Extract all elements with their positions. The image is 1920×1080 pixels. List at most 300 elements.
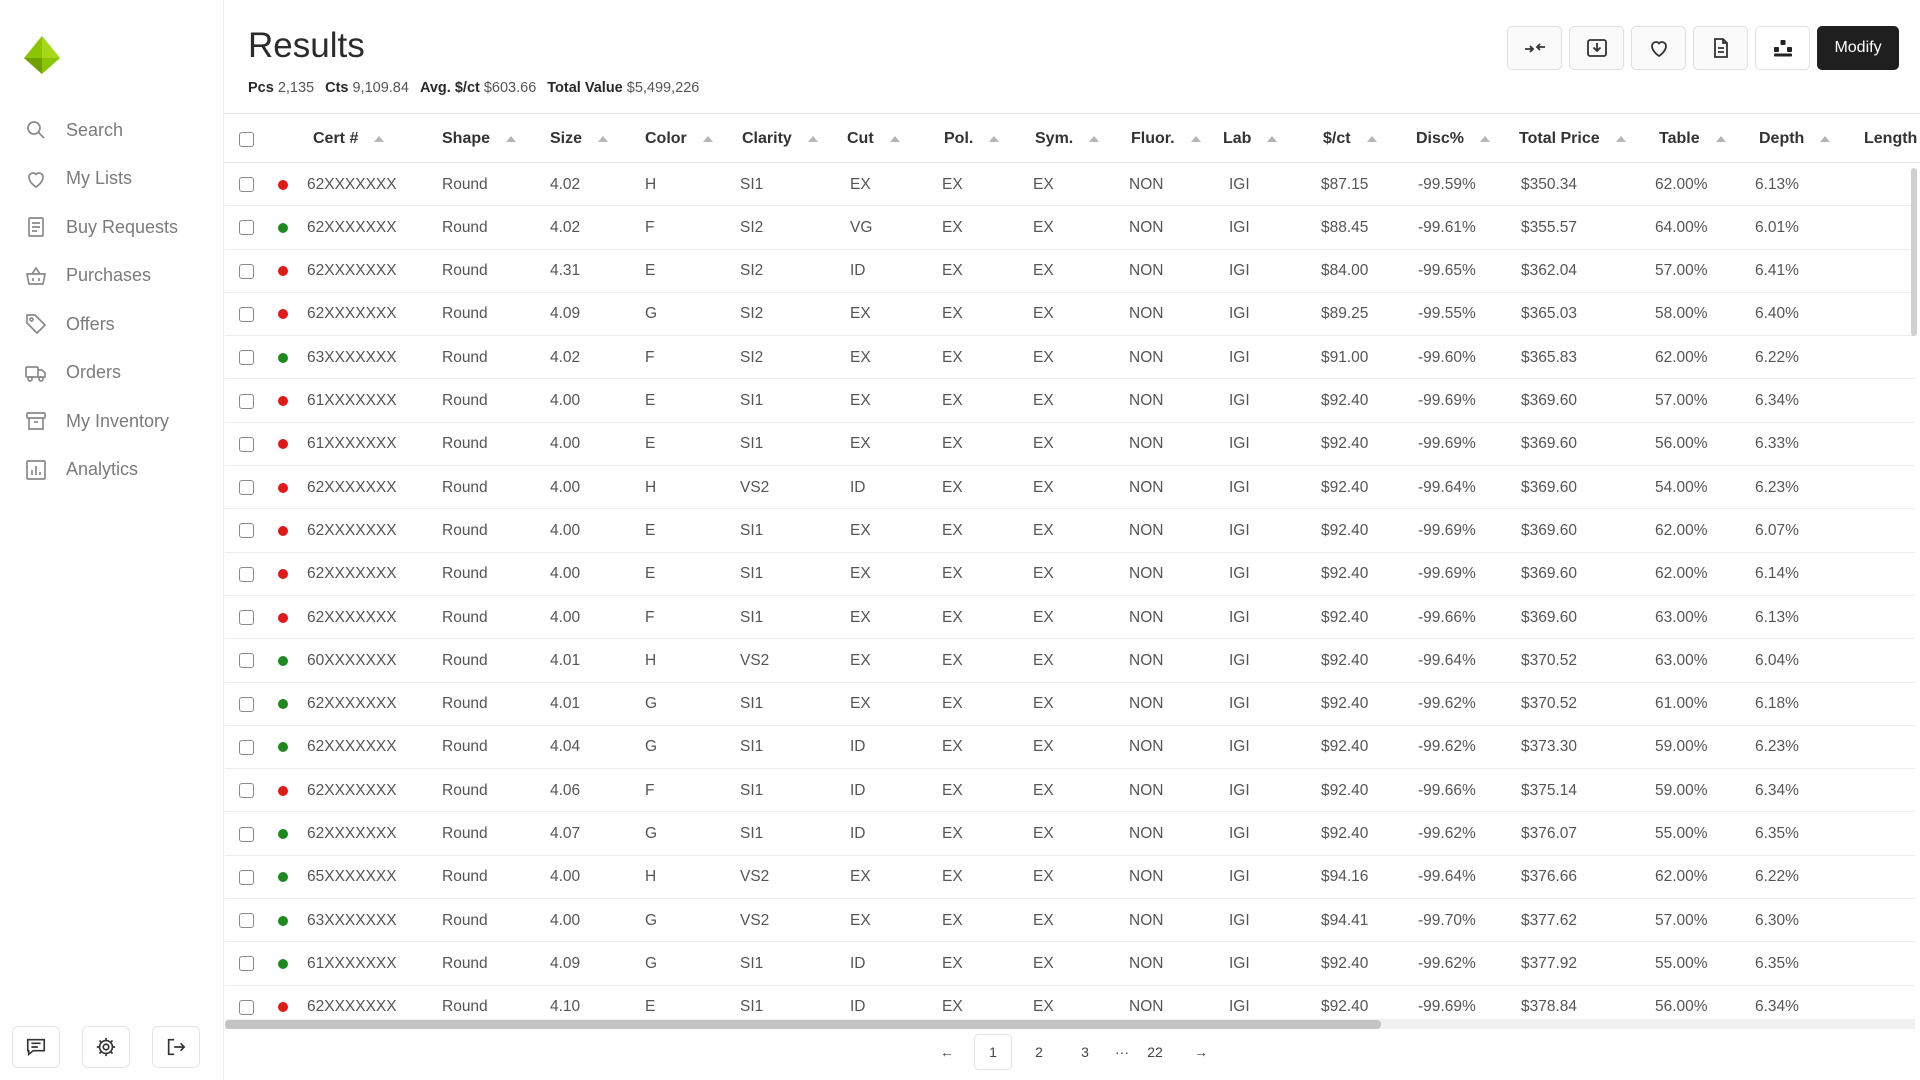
column-header-label: Sym. — [1035, 130, 1074, 147]
table-row[interactable] — [225, 553, 1915, 596]
availability-cell — [278, 293, 288, 336]
row-select-cell — [239, 380, 254, 423]
table-cell: -99.64% — [1418, 478, 1476, 496]
row-select-cell — [239, 163, 254, 206]
table-cell: G — [645, 911, 658, 929]
table-cell: IGI — [1229, 478, 1250, 496]
column-header-fluor[interactable] — [1131, 114, 1201, 164]
table-cell: -99.62% — [1418, 695, 1476, 713]
table-cell: NON — [1129, 262, 1164, 280]
table-cell: EX — [942, 825, 963, 842]
table-cell: EX — [1033, 435, 1054, 453]
table-cell: EX — [1033, 348, 1054, 366]
table-cell: ID — [850, 998, 866, 1016]
table-row[interactable] — [225, 163, 1915, 206]
table-cell: 4.00 — [550, 911, 581, 929]
select-all-checkbox[interactable] — [239, 132, 254, 147]
table-cell: 6.13% — [1755, 608, 1799, 626]
pagination — [928, 1034, 1228, 1070]
availability-cell — [278, 596, 288, 639]
results-table — [225, 113, 1920, 1028]
table-cell: $373.30 — [1521, 738, 1578, 756]
table-row[interactable] — [225, 769, 1915, 812]
sidebar-item-search[interactable] — [0, 106, 224, 155]
table-cell: IGI — [1229, 218, 1250, 236]
table-cell: EX — [942, 695, 963, 713]
sidebar — [0, 0, 224, 1080]
table-cell: IGI — [1229, 565, 1250, 583]
table-cell: NON — [1129, 651, 1164, 669]
column-header-shape[interactable] — [442, 114, 516, 164]
page-button-22[interactable]: 22 — [1147, 1044, 1163, 1060]
table-cell: $378.84 — [1521, 998, 1578, 1016]
prev-page-button[interactable]: ← — [940, 1044, 954, 1060]
sidebar-item-my-lists[interactable] — [0, 155, 224, 204]
table-cell: EX — [1033, 695, 1054, 713]
table-cell: 62XXXXXXX — [307, 521, 397, 539]
column-header-pol[interactable] — [944, 114, 999, 164]
column-header-label: Cut — [847, 130, 874, 147]
table-row[interactable] — [225, 813, 1915, 856]
table-cell: ID — [850, 738, 866, 756]
availability-cell — [278, 553, 288, 596]
table-cell: 6.14% — [1755, 565, 1799, 583]
stat-item — [325, 80, 409, 96]
table-cell: IGI — [1229, 262, 1250, 280]
table-cell: EX — [1033, 305, 1054, 323]
table-cell: Round — [442, 305, 488, 323]
compare-button[interactable] — [1507, 26, 1562, 70]
column-header-length[interactable] — [1864, 114, 1917, 164]
page-button-1[interactable]: 1 — [974, 1034, 1012, 1070]
table-row[interactable] — [225, 639, 1915, 682]
row-select-cell — [239, 856, 254, 899]
row-select-cell — [239, 293, 254, 336]
table-cell: 61XXXXXXX — [307, 954, 397, 972]
row-select-cell — [239, 639, 254, 682]
table-cell: E — [645, 262, 656, 280]
download-button[interactable] — [1569, 26, 1624, 70]
table-cell: EX — [850, 608, 871, 626]
row-checkbox[interactable] — [239, 220, 254, 235]
table-cell: SI1 — [740, 998, 764, 1016]
sidebar-item-my-inventory[interactable] — [0, 397, 224, 446]
availability-cell — [278, 639, 288, 682]
sidebar-item-label: Analytics — [66, 459, 139, 480]
row-checkbox[interactable] — [239, 480, 254, 495]
table-cell: IGI — [1229, 305, 1250, 323]
stat-value: $603.66 — [483, 80, 537, 96]
stat-label: Pcs — [248, 80, 274, 96]
stat-label: Total Value — [547, 80, 623, 96]
table-cell: 61XXXXXXX — [307, 435, 397, 453]
table-cell: -99.61% — [1418, 218, 1476, 236]
table-cell: NON — [1129, 521, 1164, 539]
table-cell: 4.31 — [550, 262, 581, 280]
table-row[interactable] — [225, 380, 1915, 423]
table-cell: EX — [942, 868, 963, 886]
table-cell: NON — [1129, 954, 1164, 972]
row-checkbox[interactable] — [239, 913, 254, 928]
row-checkbox[interactable] — [239, 653, 254, 668]
table-cell: $92.40 — [1321, 521, 1369, 539]
table-cell: 4.00 — [550, 478, 581, 496]
column-header-clarity[interactable] — [742, 114, 818, 164]
table-cell: IGI — [1229, 435, 1250, 453]
table-cell: EX — [850, 348, 871, 366]
table-cell: Round — [442, 521, 488, 539]
table-cell: EX — [942, 954, 963, 972]
table-cell: 62XXXXXXX — [307, 998, 397, 1016]
column-header-cut[interactable] — [847, 114, 900, 164]
column-header-table[interactable] — [1659, 114, 1726, 164]
availability-dot-icon — [278, 959, 288, 969]
table-cell: -99.64% — [1418, 868, 1476, 886]
table-cell: Round — [442, 825, 488, 842]
table-row[interactable] — [225, 509, 1915, 552]
table-cell: 6.04% — [1755, 651, 1799, 669]
sidebar-item-buy-requests[interactable] — [0, 203, 224, 252]
chat-icon — [25, 1036, 47, 1058]
table-cell: SI2 — [740, 262, 764, 280]
table-cell: 63.00% — [1655, 608, 1708, 626]
table-cell: SI1 — [740, 954, 764, 972]
sidebar-item-label: Orders — [66, 362, 122, 383]
chat-button[interactable] — [12, 1026, 60, 1068]
table-cell: Round — [442, 781, 488, 799]
table-cell: EX — [942, 218, 963, 236]
table-cell: $369.60 — [1521, 435, 1578, 453]
column-header-label: Lab — [1223, 130, 1252, 147]
row-checkbox[interactable] — [239, 394, 254, 409]
availability-dot-icon — [278, 569, 288, 579]
column-header-label: Table — [1659, 130, 1700, 147]
logout-button[interactable] — [152, 1026, 200, 1068]
table-cell: ID — [850, 825, 866, 842]
table-cell: EX — [1033, 911, 1054, 929]
row-checkbox[interactable] — [239, 264, 254, 279]
row-checkbox[interactable] — [239, 740, 254, 755]
column-header-disc[interactable] — [1416, 114, 1490, 164]
table-cell: IGI — [1229, 868, 1250, 886]
table-cell: $92.40 — [1321, 954, 1369, 972]
table-cell: EX — [942, 305, 963, 323]
table-cell: EX — [850, 911, 871, 929]
table-cell: IGI — [1229, 954, 1250, 972]
row-select-cell — [239, 553, 254, 596]
table-row[interactable] — [225, 206, 1915, 249]
vertical-scrollbar[interactable] — [1911, 168, 1917, 336]
availability-cell — [278, 380, 288, 423]
table-cell: Round — [442, 738, 488, 756]
table-cell: $89.25 — [1321, 305, 1369, 323]
table-cell: 63XXXXXXX — [307, 348, 397, 366]
availability-dot-icon — [278, 396, 288, 406]
table-cell: 6.18% — [1755, 695, 1799, 713]
table-cell: EX — [942, 781, 963, 799]
table-cell: SI1 — [740, 435, 764, 453]
table-cell: $369.60 — [1521, 521, 1578, 539]
table-cell: $362.04 — [1521, 262, 1578, 280]
sort-arrow-icon — [1616, 136, 1626, 142]
column-header-lab[interactable] — [1223, 114, 1277, 164]
table-row[interactable] — [225, 250, 1915, 293]
table-cell: SI1 — [740, 175, 764, 193]
grid-view-button[interactable] — [1755, 26, 1810, 70]
availability-dot-icon — [278, 439, 288, 449]
row-select-cell — [239, 423, 254, 466]
sort-arrow-icon — [1367, 136, 1377, 142]
table-cell: 62.00% — [1655, 521, 1708, 539]
sidebar-item-analytics[interactable] — [0, 446, 224, 495]
table-cell: $92.40 — [1321, 825, 1369, 842]
table-cell: EX — [1033, 478, 1054, 496]
row-select-cell — [239, 466, 254, 509]
table-cell: $92.40 — [1321, 608, 1369, 626]
table-cell: F — [645, 608, 655, 626]
green-diamond-logo[interactable] — [22, 34, 62, 78]
table-cell: $350.34 — [1521, 175, 1578, 193]
modify-button[interactable]: Modify — [1817, 26, 1899, 70]
table-cell: 54.00% — [1655, 478, 1708, 496]
row-checkbox[interactable] — [239, 697, 254, 712]
row-checkbox[interactable] — [239, 783, 254, 798]
sidebar-item-purchases[interactable] — [0, 252, 224, 301]
availability-cell — [278, 163, 288, 206]
column-header-label: Pol. — [944, 130, 974, 147]
stat-item — [420, 80, 536, 96]
table-cell: EX — [942, 175, 963, 193]
table-cell: 6.22% — [1755, 348, 1799, 366]
row-select-cell — [239, 596, 254, 639]
table-row[interactable] — [225, 683, 1915, 726]
row-checkbox[interactable] — [239, 567, 254, 582]
select-all-cell — [239, 114, 254, 164]
row-checkbox[interactable] — [239, 827, 254, 842]
sort-arrow-icon — [374, 136, 384, 142]
table-cell: Round — [442, 608, 488, 626]
table-cell: VG — [850, 218, 873, 236]
table-cell: SI1 — [740, 608, 764, 626]
table-cell: Round — [442, 262, 488, 280]
table-row[interactable] — [225, 293, 1915, 336]
table-cell: EX — [850, 651, 871, 669]
sidebar-item-label: Purchases — [66, 265, 152, 286]
availability-dot-icon — [278, 309, 288, 319]
table-cell: EX — [942, 911, 963, 929]
table-cell: 62.00% — [1655, 348, 1708, 366]
table-cell: 6.13% — [1755, 175, 1799, 193]
heart-icon — [1647, 36, 1671, 60]
table-row[interactable] — [225, 899, 1915, 942]
column-header-total-price[interactable] — [1519, 114, 1626, 164]
table-cell: 62XXXXXXX — [307, 781, 397, 799]
table-cell: IGI — [1229, 651, 1250, 669]
table-cell: $355.57 — [1521, 218, 1578, 236]
row-checkbox[interactable] — [239, 307, 254, 322]
table-cell: H — [645, 478, 657, 496]
table-cell: SI2 — [740, 348, 764, 366]
table-cell: -99.69% — [1418, 565, 1476, 583]
table-cell: EX — [1033, 521, 1054, 539]
column-header-label: Shape — [442, 130, 491, 147]
table-cell: SI2 — [740, 218, 764, 236]
table-cell: NON — [1129, 175, 1164, 193]
compare-icon — [1523, 36, 1547, 60]
tag-icon — [24, 312, 48, 336]
table-cell: Round — [442, 218, 488, 236]
table-cell: EX — [1033, 175, 1054, 193]
row-checkbox[interactable] — [239, 523, 254, 538]
table-cell: -99.69% — [1418, 998, 1476, 1016]
sort-arrow-icon — [598, 136, 608, 142]
table-cell: $365.83 — [1521, 348, 1578, 366]
table-cell: EX — [1033, 825, 1054, 842]
next-page-button[interactable]: → — [1194, 1044, 1208, 1060]
sort-arrow-icon — [703, 136, 713, 142]
table-cell: ID — [850, 954, 866, 972]
row-checkbox[interactable] — [239, 177, 254, 192]
page-button-2[interactable]: 2 — [1035, 1044, 1043, 1060]
table-cell: $92.40 — [1321, 738, 1369, 756]
table-cell: 62XXXXXXX — [307, 305, 397, 323]
table-cell: 62XXXXXXX — [307, 565, 397, 583]
horizontal-scrollbar-thumb[interactable] — [225, 1020, 1381, 1029]
row-checkbox[interactable] — [239, 350, 254, 365]
table-cell: 4.02 — [550, 348, 581, 366]
table-cell: 62XXXXXXX — [307, 262, 397, 280]
table-cell: EX — [1033, 218, 1054, 236]
table-cell: IGI — [1229, 825, 1250, 842]
table-cell: 4.09 — [550, 305, 581, 323]
table-cell: 4.00 — [550, 435, 581, 453]
table-cell: EX — [1033, 781, 1054, 799]
sort-arrow-icon — [1820, 136, 1830, 142]
column-header-cert[interactable] — [313, 114, 384, 164]
table-cell: 4.02 — [550, 218, 581, 236]
table-cell: VS2 — [740, 868, 770, 886]
table-cell: SI1 — [740, 521, 764, 539]
table-cell: 6.30% — [1755, 911, 1799, 929]
table-row[interactable] — [225, 726, 1915, 769]
table-cell: EX — [942, 608, 963, 626]
table-cell: NON — [1129, 435, 1164, 453]
column-header-sym[interactable] — [1035, 114, 1099, 164]
column-header-size[interactable] — [550, 114, 608, 164]
table-cell: IGI — [1229, 521, 1250, 539]
row-checkbox[interactable] — [239, 437, 254, 452]
table-cell: EX — [850, 868, 871, 886]
column-header-label: Size — [550, 130, 583, 147]
table-cell: EX — [942, 651, 963, 669]
table-row[interactable] — [225, 336, 1915, 379]
table-cell: 6.33% — [1755, 435, 1799, 453]
column-header-color[interactable] — [645, 114, 713, 164]
table-cell: 4.01 — [550, 651, 581, 669]
table-cell: EX — [850, 695, 871, 713]
sidebar-item-label: My Inventory — [66, 410, 170, 431]
sidebar-item-label: Search — [66, 119, 124, 140]
column-header-label: Total Price — [1519, 130, 1600, 147]
row-checkbox[interactable] — [239, 870, 254, 885]
table-cell: -99.64% — [1418, 651, 1476, 669]
table-cell: 6.40% — [1755, 305, 1799, 323]
table-cell: 55.00% — [1655, 825, 1708, 842]
document-button[interactable] — [1693, 26, 1748, 70]
table-cell: $88.45 — [1321, 218, 1369, 236]
table-cell: 6.34% — [1755, 998, 1799, 1016]
sidebar-item-orders[interactable] — [0, 349, 224, 398]
sidebar-item-offers[interactable] — [0, 300, 224, 349]
download-icon — [1585, 36, 1609, 60]
table-cell: F — [645, 348, 655, 366]
table-cell: -99.69% — [1418, 521, 1476, 539]
table-cell: NON — [1129, 781, 1164, 799]
table-cell: Round — [442, 392, 488, 409]
row-select-cell — [239, 206, 254, 249]
basket-icon — [24, 264, 48, 288]
row-checkbox[interactable] — [239, 1000, 254, 1015]
table-cell: -99.60% — [1418, 348, 1476, 366]
table-cell: 55.00% — [1655, 954, 1708, 972]
table-row[interactable] — [225, 466, 1915, 509]
row-checkbox[interactable] — [239, 610, 254, 625]
table-cell: G — [645, 954, 658, 972]
table-cell: G — [645, 825, 658, 842]
table-cell: ID — [850, 781, 866, 799]
settings-button[interactable] — [82, 1026, 130, 1068]
table-row[interactable] — [225, 423, 1915, 466]
search-icon — [24, 118, 48, 142]
table-row[interactable] — [225, 942, 1915, 985]
column-header--ct[interactable] — [1323, 114, 1377, 164]
table-cell: 4.10 — [550, 998, 581, 1016]
table-cell: $92.40 — [1321, 565, 1369, 583]
table-cell: NON — [1129, 478, 1164, 496]
table-cell: 62XXXXXXX — [307, 695, 397, 713]
table-cell: $92.40 — [1321, 392, 1369, 409]
table-row[interactable] — [225, 596, 1915, 639]
column-header-depth[interactable] — [1759, 114, 1830, 164]
table-cell: 64.00% — [1655, 218, 1708, 236]
table-cell: 4.02 — [550, 175, 581, 193]
sort-arrow-icon — [1716, 136, 1726, 142]
table-cell: -99.69% — [1418, 392, 1476, 409]
table-cell: $376.66 — [1521, 868, 1578, 886]
table-cell: $369.60 — [1521, 478, 1578, 496]
table-cell: $92.40 — [1321, 781, 1369, 799]
table-cell: EX — [942, 435, 963, 453]
row-checkbox[interactable] — [239, 956, 254, 971]
page-button-3[interactable]: 3 — [1081, 1044, 1089, 1060]
stat-label: Avg. $/ct — [419, 80, 480, 96]
gear-icon — [95, 1036, 117, 1058]
availability-cell — [278, 856, 288, 899]
table-cell: EX — [850, 521, 871, 539]
favorite-button[interactable] — [1631, 26, 1686, 70]
table-cell: Round — [442, 175, 488, 193]
availability-dot-icon — [278, 829, 288, 839]
table-cell: 4.00 — [550, 868, 581, 886]
table-cell: 6.23% — [1755, 738, 1799, 756]
table-cell: $377.62 — [1521, 911, 1578, 929]
table-row[interactable] — [225, 856, 1915, 899]
row-select-cell — [239, 769, 254, 812]
availability-dot-icon — [278, 526, 288, 536]
stat-item — [248, 80, 314, 96]
table-cell: 6.34% — [1755, 392, 1799, 409]
row-select-cell — [239, 813, 254, 856]
